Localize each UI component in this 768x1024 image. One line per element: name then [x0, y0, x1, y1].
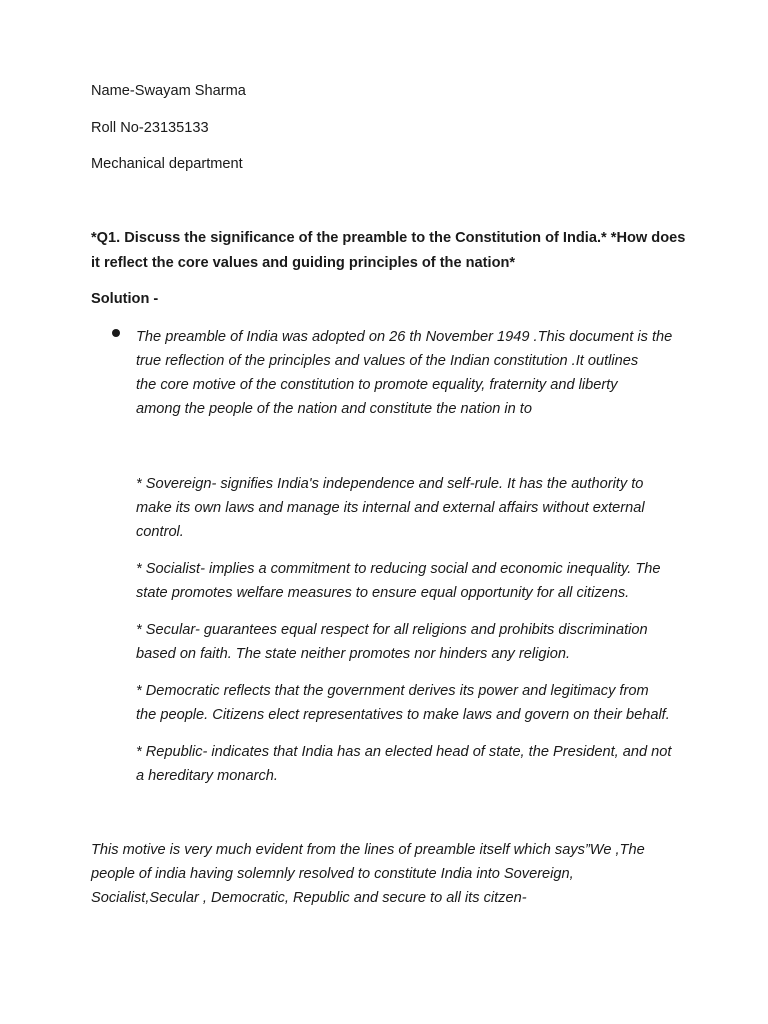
term-socialist: [136, 557, 696, 605]
term-line: control.: [136, 524, 184, 540]
question-line-2: it reflect the core values and guiding principles of the nation*: [91, 255, 516, 271]
term-democratic: [136, 679, 696, 727]
bullet-line: the core motive of the constitution to promote equality, fraternity and liberty: [136, 377, 618, 393]
closing-line: people of india having solemnly resolved to constitute India into Sovereign,: [91, 866, 574, 882]
roll-number: Roll No-23135133: [91, 120, 209, 136]
closing-paragraph: [91, 838, 711, 910]
term-line: based on faith. The state neither promotes nor hinders any religion.: [136, 646, 571, 662]
term-line: a hereditary monarch.: [136, 768, 278, 784]
term-republic: [136, 740, 696, 788]
term-line: * Democratic reflects that the government derives its power and legitimacy from: [136, 683, 649, 699]
bullet-line: true reflection of the principles and values of the Indian constitution .It outlines: [136, 353, 639, 369]
term-secular: [136, 618, 696, 666]
closing-line: This motive is very much evident from the lines of preamble itself which says”We ,The: [91, 842, 645, 858]
term-line: * Socialist- implies a commitment to reducing social and economic inequality. The: [136, 561, 661, 577]
bullet-line: among the people of the nation and constitute the nation in to: [136, 401, 532, 417]
bullet-icon: [112, 329, 120, 337]
term-line: state promotes welfare measures to ensure equal opportunity for all citizens.: [136, 585, 630, 601]
solution-label: Solution -: [91, 291, 159, 307]
bullet-paragraph: [136, 325, 696, 421]
term-line: * Republic- indicates that India has an elected head of state, the President, and not: [136, 744, 672, 760]
term-sovereign: [136, 472, 696, 544]
bullet-line: The preamble of India was adopted on 26 th November 1949 .This document is the: [136, 329, 673, 345]
term-line: * Sovereign- signifies India's independence and self-rule. It has the authority to: [136, 476, 644, 492]
department: Mechanical department: [91, 156, 243, 172]
closing-line: Socialist,Secular , Democratic, Republic and secure to all its citzen-: [91, 890, 527, 906]
student-name: Name-Swayam Sharma: [91, 83, 246, 99]
term-line: the people. Citizens elect representatives to make laws and govern on their behalf.: [136, 707, 670, 723]
term-line: make its own laws and manage its internal and external affairs without external: [136, 500, 645, 516]
term-line: * Secular- guarantees equal respect for all religions and prohibits discrimination: [136, 622, 648, 638]
question-line-1: *Q1. Discuss the significance of the preamble to the Constitution of India.* *How does: [91, 230, 686, 246]
